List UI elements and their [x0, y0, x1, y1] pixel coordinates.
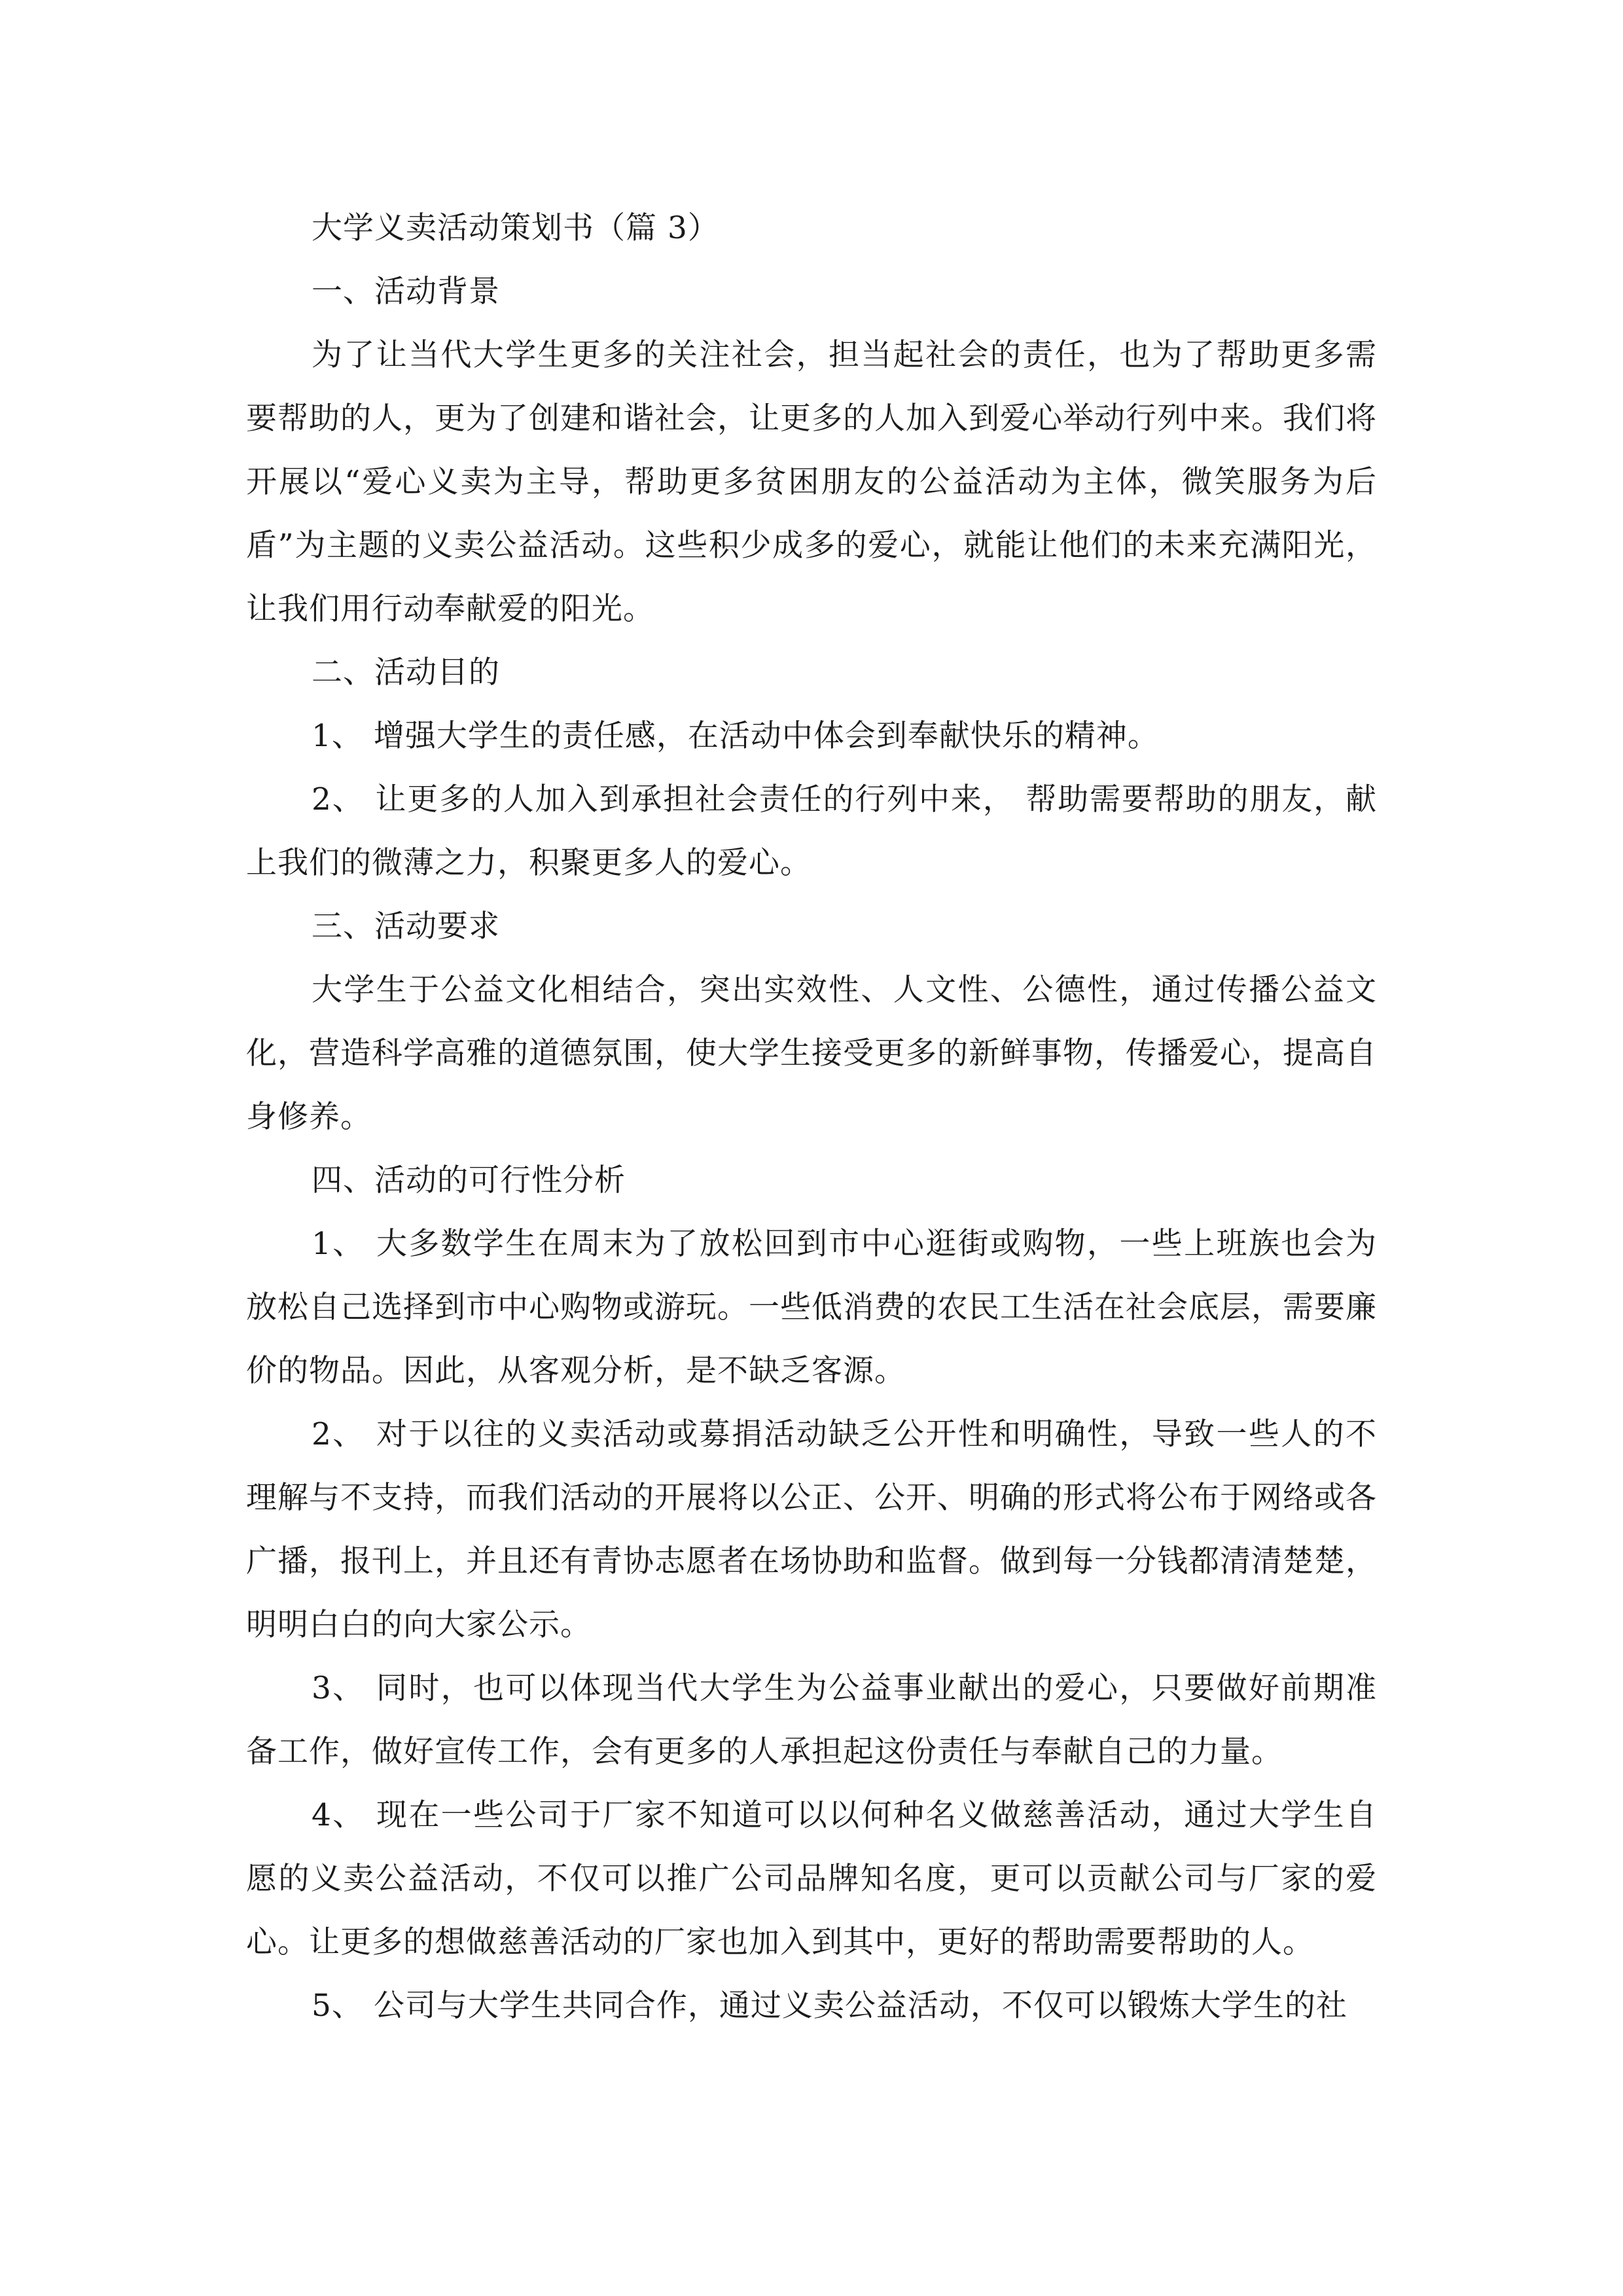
document-title: 大学义卖活动策划书（篇 3）	[312, 210, 719, 246]
section-heading-feasibility: 四、活动的可行性分析	[312, 1162, 626, 1198]
list-item: 2、 对于以往的义卖活动或募捐活动缺乏公开性和明确性，导致一些人的不理解与不支持，而我们活动的开展将以公正、公开、明确的形式将公布于网络或各广播，报刊上，并且还有青协志愿者在场协助和监督。做到每一分钱都清清楚楚，明明白白的向大家公示。	[246, 1416, 1377, 1643]
paragraph-background: 为了让当代大学生更多的关注社会，担当起社会的责任，也为了帮助更多需要帮助的人，更为了创建和谐社会，让更多的人加入到爱心举动行列中来。我们将开展以“爱心义卖为主导，帮助更多贫困朋友的公益活动为主体，微笑服务为后盾”为主题的义卖公益活动。这些积少成多的爱心，就能让他们的未来充满阳光，让我们用行动奉献爱的阳光。	[246, 337, 1377, 627]
section-heading-requirements: 三、活动要求	[312, 908, 500, 944]
document-body	[246, 196, 1377, 2037]
section-heading-purpose: 二、活动目的	[312, 655, 500, 691]
list-item: 1、 增强大学生的责任感，在活动中体会到奉献快乐的精神。	[312, 718, 1159, 754]
list-item: 5、 公司与大学生共同合作，通过义卖公益活动，不仅可以锻炼大学生的社	[312, 1988, 1347, 2024]
paragraph-requirements: 大学生于公益文化相结合，突出实效性、人文性、公德性，通过传播公益文化，营造科学高雅的道德氛围，使大学生接受更多的新鲜事物，传播爱心，提高自身修养。	[246, 972, 1377, 1135]
list-item: 1、 大多数学生在周末为了放松回到市中心逛街或购物，一些上班族也会为放松自己选择到市中心购物或游玩。一些低消费的农民工生活在社会底层，需要廉价的物品。因此，从客观分析，是不缺乏客源。	[246, 1226, 1377, 1389]
list-item: 3、 同时，也可以体现当代大学生为公益事业献出的爱心，只要做好前期准备工作，做好宣传工作，会有更多的人承担起这份责任与奉献自己的力量。	[246, 1670, 1377, 1770]
section-heading-background: 一、活动背景	[312, 274, 500, 310]
list-item: 2、 让更多的人加入到承担社会责任的行列中来， 帮助需要帮助的朋友，献上我们的微薄之力，积聚更多人的爱心。	[246, 781, 1377, 881]
list-item: 4、 现在一些公司于厂家不知道可以以何种名义做慈善活动，通过大学生自愿的义卖公益活动，不仅可以推广公司品牌知名度，更可以贡献公司与厂家的爱心。让更多的想做慈善活动的厂家也加入到其中，更好的帮助需要帮助的人。	[246, 1797, 1377, 1960]
